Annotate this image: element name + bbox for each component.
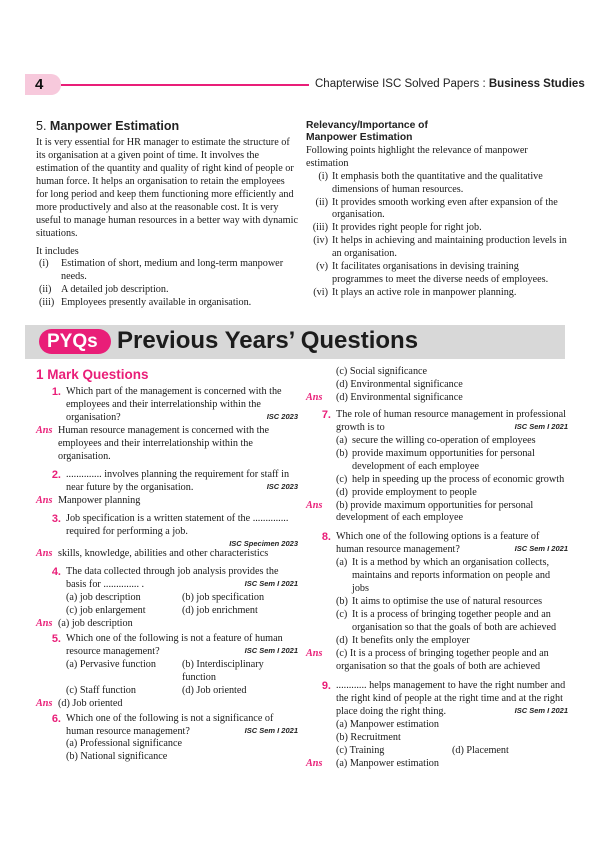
list-item: (ii) A detailed job description.	[39, 284, 169, 296]
pyq-badge	[39, 329, 111, 354]
question-2: 2. .............. involves planning the requirement for staff in near future by the organisation. ISC 2023 Ans Manpower planning	[36, 468, 298, 506]
source-tag: ISC 2023	[266, 412, 298, 422]
answer-label: Ans	[306, 391, 323, 403]
section-paragraph: It is very essential for HR manager to estimate the structure of its organisation at a given point of time. It involves the estimation of the quantity and quality of right kind of people or human force. It helps an organisation to retain the employees for long period and keep them functioning more efficiently and more productively and also at the reasonable cost. It is very useful to manage human resources in a better way with dynamic situations.	[36, 136, 298, 239]
option: (a) Pervasive function	[66, 658, 156, 670]
option: (c) It is a process of bringing together people and an organisation so that the goals of both are achieved	[336, 609, 557, 634]
questions-left-column	[36, 366, 298, 764]
answer-text: Manpower planning	[58, 494, 141, 506]
answer-label: Ans	[306, 499, 323, 511]
option: (d) provide employment to people	[336, 486, 477, 498]
option: (b) It aims to optimise the use of natural resources	[336, 596, 543, 608]
source-tag: ISC Sem I 2021	[514, 421, 568, 431]
option: (b) job specification	[182, 592, 265, 603]
list-item: (iv) It helps in achieving and maintaining production levels in an organisation.	[313, 235, 567, 260]
list-item: (vi) It plays an active role in manpower planning.	[313, 287, 517, 299]
list-item: (i) Estimation of short, medium and long-term manpower needs.	[39, 258, 284, 283]
running-header	[315, 77, 585, 92]
source-tag: ISC Sem I 2021	[514, 705, 568, 715]
question-3: 3. Job specification is a written statement of the .............. required for performing a job. ISC Specimen 2023 Ans skills, knowledge, abilities and other characteristics	[36, 512, 298, 560]
option: (d) Job oriented	[182, 684, 247, 696]
header-rule	[61, 84, 309, 86]
relevancy-section	[306, 120, 568, 300]
answer-text: (d) Environmental significance	[336, 391, 463, 403]
source-tag: ISC Sem I 2021	[514, 544, 568, 554]
question-7: 7. The role of human resource management in professional growth is to ISC Sem I 2021 (a) secure the willing co-operation of employees (b) provide maximum opportunities for personal development of each employee (c) help in speeding up the process of economic growth (d) provide employment to people Ans (b) provide maximum opportunities for personal development of each employee	[306, 408, 568, 524]
questions-right-column	[306, 366, 568, 771]
option: (b) Recruitment	[336, 731, 401, 743]
answer-label: Ans	[36, 617, 53, 629]
running-header-prefix: Chapterwise ISC Solved Papers :	[315, 78, 489, 90]
pyq-badge-label: PYQs	[47, 331, 98, 352]
question-8: 8. Which one of the following options is a feature of human resource management? ISC Sem I 2021 (a) It is a method by which an organisation collects, maintains and reports information on people and jobs (b) It aims to optimise the use of natural resources (c) It is a process of bringing together people and an organisation so that the goals of both are achieved (d) It benefits only the employer Ans (c) It is a process of bringing together people and an organisation so that the goals of both are achieved	[306, 531, 568, 672]
answer-label: Ans	[36, 548, 53, 560]
option: (b) provide maximum opportunities for personal development of each employee	[336, 447, 535, 472]
question-6: 6. Which one of the following is not a significance of human resource management? ISC Sem I 2021 (a) Professional significance (b) National significance	[36, 713, 298, 765]
list-item: (i) It emphasis both the quantitative and the qualitative dimensions of human resources.	[318, 170, 543, 195]
section-heading	[36, 119, 298, 135]
running-header-subject: Business Studies	[488, 78, 585, 90]
list-item: (ii) It provides smooth working even after expansion of the organisation.	[315, 196, 558, 221]
option: (c) Social significance	[336, 366, 428, 377]
answer-label: Ans	[36, 425, 53, 436]
answer-label: Ans	[36, 697, 53, 709]
answer-text: (d) Job oriented	[58, 697, 123, 709]
option: (c) job enlargement	[66, 604, 146, 616]
option: (d) It benefits only the employer	[336, 635, 470, 647]
section-title: Manpower Estimation	[49, 119, 180, 133]
source-tag: ISC Sem I 2021	[244, 579, 298, 589]
relevancy-intro: Following points highlight the relevance of manpower estimation	[306, 144, 528, 169]
source-tag: ISC 2023	[266, 481, 298, 491]
answer-label: Ans	[306, 757, 323, 769]
answer-text: (c) It is a process of bringing together people and an organisation so that the goals of both are achieved	[336, 648, 549, 672]
option: (a) secure the willing co-operation of employees	[336, 434, 536, 446]
option: (c) Training	[336, 744, 385, 756]
answer-label: Ans	[306, 648, 323, 660]
option: (a) It is a method by which an organisation collects, maintains and reports information on people and jobs	[336, 557, 551, 595]
option: (a) Professional significance	[66, 738, 182, 750]
answer-text: Human resource management is concerned with the employees and their interrelationship within the organisation.	[58, 425, 270, 462]
option: (b) National significance	[66, 751, 168, 763]
list-item: (iii) Employees presently available in organisation.	[39, 297, 252, 309]
option: (d) Placement	[452, 744, 509, 756]
list-item: (iii) It provides right people for right job.	[312, 222, 482, 234]
question-4: 4. The data collected through job analysis provides the basis for .............. . ISC Sem I 2021 (a) job description (b) job specification (c) job enlargement (d) job enrichment Ans (a) job description	[36, 566, 298, 629]
option: (a) Manpower estimation	[336, 718, 439, 730]
answer-text: (b) provide maximum opportunities for personal development of each employee	[336, 499, 534, 524]
includes-label: It includes	[36, 245, 79, 257]
page-number: 4	[35, 76, 44, 93]
option: (c) help in speeding up the process of economic growth	[336, 473, 565, 485]
source-tag: ISC Sem I 2021	[244, 725, 298, 735]
answer-text: (a) job description	[58, 617, 133, 629]
one-mark-heading: 1 Mark Questions	[36, 367, 149, 382]
section-number: 5.	[36, 119, 47, 133]
answer-text: (a) Manpower estimation	[336, 757, 439, 769]
option: (b) Interdisciplinary function	[182, 658, 264, 683]
answer-label: Ans	[36, 494, 53, 506]
answer-text: skills, knowledge, abilities and other characteristics	[58, 548, 269, 560]
source-tag: ISC Sem I 2021	[244, 645, 298, 655]
option: (d) job enrichment	[182, 604, 258, 616]
list-item: (v) It facilitates organisations in devising training programmes to meet the diverse needs of employees.	[316, 261, 549, 286]
option: (d) Environmental significance	[336, 378, 463, 390]
pyq-title: Previous Years’ Questions	[117, 327, 419, 354]
option: (a) job description	[66, 592, 141, 603]
manpower-estimation-section	[36, 119, 298, 310]
question-9: 9. ............ helps management to have the right number and the right kind of people at the right time and at the right place doing the right thing. ISC Sem I 2021 (a) Manpower estimation (b) Recruitment (c) Training (d) Placement Ans (a) Manpower estimation	[306, 679, 568, 769]
question-5: 5. Which one of the following is not a feature of human resource management? ISC Sem I 2021 (a) Pervasive function (b) Interdisciplinary function (c) Staff function (d) Job oriented Ans (d) Job oriented	[36, 632, 298, 709]
question-1: 1. Which part of the management is concerned with the employees and their interrelationship within the organisation? ISC 2023 Ans Human resource management is concerned with the employees and their interrelationship within the organisation.	[36, 386, 298, 462]
source-tag: ISC Specimen 2023	[229, 538, 298, 548]
relevancy-heading: Relevancy/Importance of Manpower Estimation	[306, 120, 428, 144]
option: (c) Staff function	[66, 684, 136, 696]
